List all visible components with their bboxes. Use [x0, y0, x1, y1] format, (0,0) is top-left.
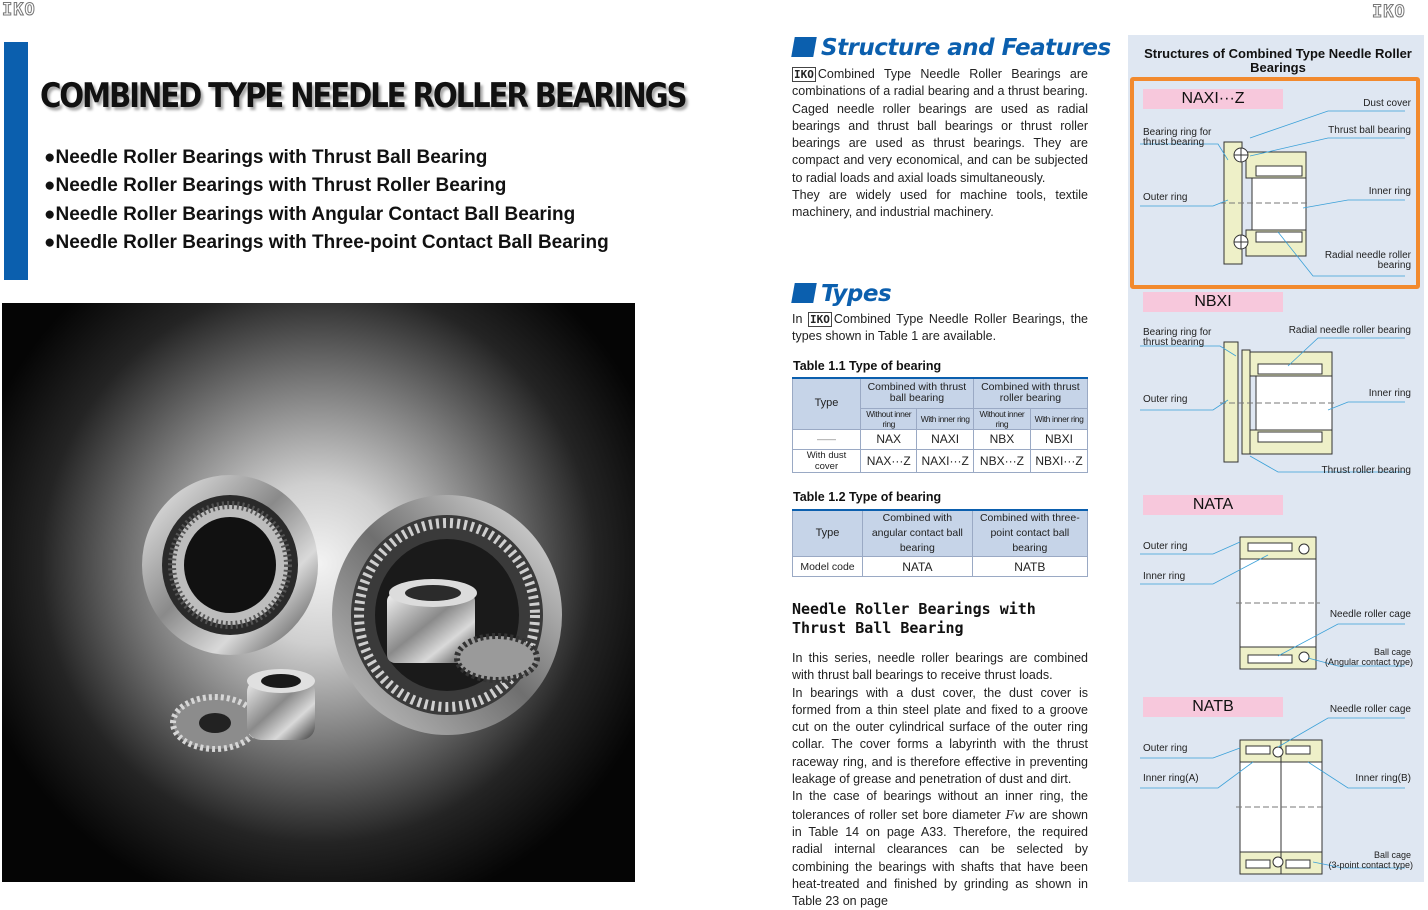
bearing-ring-label: Bearing ring for thrust bearing [1143, 127, 1212, 148]
outer-ring-label: Outer ring [1143, 541, 1188, 552]
needle-bearing-left [142, 475, 318, 655]
thrust-roller-label: Thrust roller bearing [1321, 465, 1411, 476]
table1-subheader: With inner ring [1031, 408, 1088, 429]
table1-subheader: Without inner ring [973, 408, 1030, 429]
bullet-item: ● Needle Roller Bearings with Three-point Contact Ball Bearing [44, 229, 609, 257]
needle-cage-label: Needle roller cage [1329, 704, 1411, 715]
structure-heading: Structure and Features [793, 35, 1111, 61]
page-title: COMBINED TYPE NEEDLE ROLLER BEARINGS [40, 76, 686, 116]
table-row [793, 429, 1088, 449]
outer-ring-label: Outer ring [1143, 743, 1188, 754]
inner-ring-label: Inner ring [1368, 186, 1411, 197]
nbxi-label: NBXI [1143, 292, 1283, 312]
bullet-item: ● Needle Roller Bearings with Thrust Roller Bearing [44, 172, 609, 200]
table-cell: NBXI···Z [1031, 449, 1088, 472]
bearings-illustration [2, 303, 635, 882]
bullet-list [44, 144, 609, 258]
natb-label: NATB [1143, 697, 1283, 717]
ball-cage-label: Ball cage [1373, 850, 1411, 860]
table-cell: NATA [863, 557, 973, 577]
thrust-p3b: are shown in Table 14 on page A33. Therefore, the required radial internal clearances can be selected by combining the bearings with shafts that have been heat-treated and finished by grinding as shown in Table 23 on page [792, 807, 1088, 909]
table1-subheader: With inner ring [917, 408, 973, 429]
bullet-item: ● Needle Roller Bearings with Angular Contact Ball Bearing [44, 201, 609, 229]
thrust-p3a: In the case of bearings without an inner ring, the tolerances of roller set bore diameter [792, 789, 1088, 822]
table-cell: NATB [972, 557, 1087, 577]
nbxi-diagram [1220, 342, 1336, 462]
table2-col-three-point: Combined with three-point contact ball bearing [972, 510, 1087, 557]
types-intro-a: In [792, 312, 803, 326]
table1-row2-label: With dust cover [793, 449, 861, 472]
radial-needle-label: Radial needle roller bearing [1324, 250, 1411, 271]
radial-needle-label: Radial needle roller bearing [1288, 325, 1411, 336]
thrust-section-text [792, 650, 1088, 910]
table-cell: NAXI···Z [917, 449, 973, 472]
inner-ring-label: Inner ring [1368, 388, 1411, 399]
bullet-item: ● Needle Roller Bearings with Thrust Ball Bearing [44, 144, 609, 172]
panel-title: Structures of Combined Type Needle Roller Bearings [1144, 46, 1412, 75]
structure-p2: They are widely used for machine tools, textile machinery, and industrial machinery. [792, 188, 1088, 220]
table-cell: NAX [861, 429, 917, 449]
table-cell: NBX···Z [973, 449, 1030, 472]
inner-ring-b-label: Inner ring(B) [1355, 773, 1411, 784]
naxi-diagram [1220, 142, 1310, 264]
outer-ring-label: Outer ring [1143, 192, 1188, 203]
ball-cage-label: Ball cage [1373, 647, 1411, 657]
table-cell: NBXI [1031, 429, 1088, 449]
iko-logo-right: IKO [1372, 2, 1406, 22]
nata-label: NATA [1143, 495, 1283, 515]
table2-type-header: Type [793, 510, 863, 557]
table-type-1 [792, 377, 1088, 473]
table-cell: NAX···Z [861, 449, 917, 472]
ball-cage-note: (Angular contact type) [1324, 657, 1413, 667]
table1-row1-label: —— [793, 429, 861, 449]
title-accent-bar [4, 42, 28, 280]
table2-row-label: Model code [793, 557, 863, 577]
inner-ring-a-label: Inner ring(A) [1143, 773, 1199, 784]
thrust-p2: In bearings with a dust cover, the dust cover is formed from a thin steel plate and fixed to a groove cut on the outer cylindrical surface of the outer ring collar. The cover forms a labyrinth with the thrust raceway ring, and is therefore effective in preventing leakage of grease and penetration of dust and dirt. [792, 685, 1088, 787]
table1-subheader: Without inner ring [861, 408, 917, 429]
structure-text [792, 66, 1088, 222]
thrust-ball-bearing-label: Thrust ball bearing [1328, 125, 1411, 136]
dust-cover-label: Dust cover [1363, 98, 1411, 109]
table-row [793, 557, 1088, 577]
table1-caption: Table 1.1 Type of bearing [793, 359, 942, 373]
outer-ring-label: Outer ring [1143, 394, 1188, 405]
fw-symbol: Fw [1005, 806, 1025, 822]
bearings-photo [2, 303, 635, 882]
small-bearing [173, 669, 315, 749]
iko-logo-left: IKO [2, 0, 36, 20]
table2-caption: Table 1.2 Type of bearing [793, 490, 942, 504]
iko-inline-logo: IKO [794, 68, 814, 81]
table-cell: NBX [973, 429, 1030, 449]
naxi-z-label: NAXI···Z [1143, 89, 1283, 109]
needle-cage-label: Needle roller cage [1329, 609, 1411, 620]
table1-group-roller: Combined with thrust roller bearing [973, 378, 1087, 408]
inner-ring-label: Inner ring [1143, 571, 1186, 582]
iko-inline-logo: IKO [810, 313, 830, 326]
table2-col-angular: Combined with angular contact ball bearing [863, 510, 973, 557]
thrust-section-heading: Needle Roller Bearings with Thrust Ball Bearing [792, 600, 1036, 637]
ball-cage-note: (3-point contact type) [1328, 860, 1413, 870]
table1-group-ball: Combined with thrust ball bearing [861, 378, 974, 408]
combined-bearing-right [332, 495, 562, 735]
table1-type-header: Type [793, 378, 861, 429]
table-type-2 [792, 509, 1088, 577]
bearing-ring-label: Bearing ring for thrust bearing [1143, 327, 1212, 348]
structure-p1: Combined Type Needle Roller Bearings are combinations of a radial bearing and a thrust bearing. Caged needle roller bearings are used as radial bearings and thrust ball bearings or thrust roller bearings are used as thrust bearings. They are compact and very economical, and can be subjected to radial loads and axial loads simultaneously. [792, 67, 1088, 185]
types-heading: Types [793, 281, 891, 307]
table-cell: NAXI [917, 429, 973, 449]
table-row [793, 449, 1088, 472]
types-intro [792, 311, 1088, 346]
thrust-p1: In this series, needle roller bearings are combined with thrust ball bearings to receive thrust loads. [792, 651, 1088, 683]
types-intro-b: Combined Type Needle Roller Bearings, the types shown in Table 1 are available. [792, 312, 1088, 344]
